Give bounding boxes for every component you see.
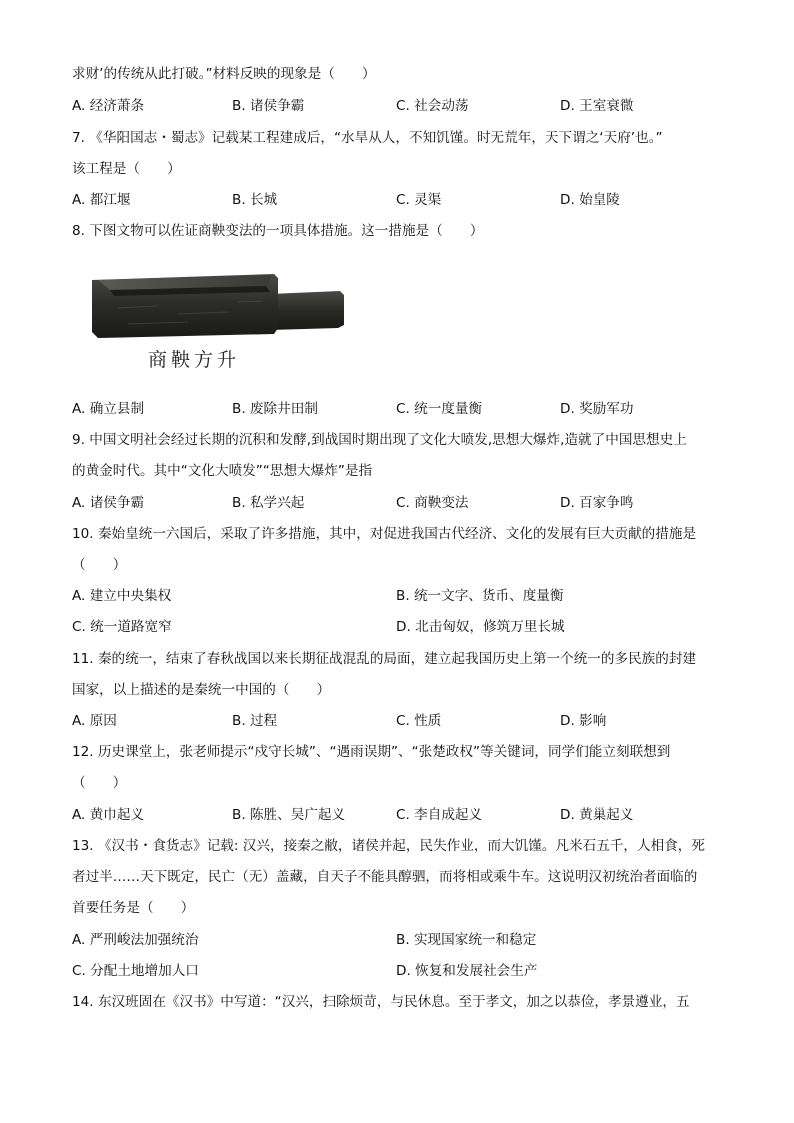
q13-stem-line1: 13. 《汉书・食货志》记载: 汉兴，接秦之敝，诸侯并起，民失作业，而大饥馑。凡米石五千，人相食，死 <box>72 838 705 854</box>
q13-option-b[interactable]: B. 实现国家统一和稳定 <box>396 932 537 948</box>
q7-option-c[interactable]: C. 灵渠 <box>396 192 442 208</box>
q13-option-d[interactable]: D. 恢复和发展社会生产 <box>396 963 538 979</box>
q7-options <box>72 190 732 210</box>
q12-option-c[interactable]: C. 李自成起义 <box>396 807 483 823</box>
q9-option-c[interactable]: C. 商鞅变法 <box>396 495 469 511</box>
q6-options <box>72 96 732 116</box>
q9-stem-line1: 9. 中国文明社会经过长期的沉积和发酵,到战国时期出现了文化大喷发,思想大爆炸,造就了中国思想史上 <box>72 432 687 448</box>
q13-option-a[interactable]: A. 严刑峻法加强统治 <box>72 932 199 948</box>
q8-option-a[interactable]: A. 确立县制 <box>72 401 145 417</box>
q6-stem-tail: 求财’的传统从此打破。”材料反映的现象是（ ） <box>72 66 376 82</box>
vessel-handle <box>270 291 344 330</box>
q11-stem-line1: 11. 秦的统一，结束了春秋战国以来长期征战混乱的局面，建立起我国历史上第一个统一的多民族的封建 <box>72 651 697 667</box>
q13-options-row2 <box>72 961 732 981</box>
q10-stem-line2: （ ） <box>72 557 127 573</box>
q13-stem-line3: 首要任务是（ ） <box>72 900 195 916</box>
q7-option-d[interactable]: D. 始皇陵 <box>560 192 620 208</box>
q11-option-d[interactable]: D. 影响 <box>560 713 607 729</box>
q9-option-a[interactable]: A. 诸侯争霸 <box>72 495 145 511</box>
shang-yang-fangsheng-image <box>88 262 346 374</box>
q9-option-d[interactable]: D. 百家争鸣 <box>560 495 634 511</box>
q7-option-b[interactable]: B. 长城 <box>232 192 278 208</box>
q12-option-a[interactable]: A. 黄巾起义 <box>72 807 145 823</box>
q14-stem-line1: 14. 东汉班固在《汉书》中写道：“汉兴，扫除烦苛，与民休息。至于孝文，加之以恭俭，孝景遵业，五 <box>72 994 690 1010</box>
q13-option-c[interactable]: C. 分配土地增加人口 <box>72 963 199 979</box>
q13-stem-line2: 者过半……天下既定，民亡（无）盖藏，自天子不能具醇驷，而将相或乘牛车。这说明汉初统治者面临的 <box>72 869 698 885</box>
q12-stem-line1: 12. 历史课堂上，张老师提示“戍守长城”、“遇雨误期”、“张楚政权”等关键词，同学们能立刻联想到 <box>72 744 671 760</box>
q10-option-b[interactable]: B. 统一文字、货币、度量衡 <box>396 588 564 604</box>
q9-option-b[interactable]: B. 私学兴起 <box>232 495 305 511</box>
q7-option-a[interactable]: A. 都江堰 <box>72 192 131 208</box>
q9-options <box>72 493 732 513</box>
q10-options-row1 <box>72 586 732 606</box>
q11-options <box>72 711 732 731</box>
q8-option-c[interactable]: C. 统一度量衡 <box>396 401 483 417</box>
q7-stem-line1: 7. 《华阳国志・蜀志》记载某工程建成后，“水旱从人，不知饥馑。时无荒年，天下谓之‘天府’也。” <box>72 130 663 146</box>
q10-option-d[interactable]: D. 北击匈奴，修筑万里长城 <box>396 619 565 635</box>
q11-option-a[interactable]: A. 原因 <box>72 713 117 729</box>
q10-stem-line1: 10. 秦始皇统一六国后，采取了许多措施，其中，对促进我国古代经济、文化的发展有巨大贡献的措施是 <box>72 526 697 542</box>
q11-option-c[interactable]: C. 性质 <box>396 713 442 729</box>
q10-option-a[interactable]: A. 建立中央集权 <box>72 588 172 604</box>
image-caption: 商鞅方升 <box>148 349 241 371</box>
q11-option-b[interactable]: B. 过程 <box>232 713 278 729</box>
q7-stem-line2: 该工程是（ ） <box>72 161 181 177</box>
q6-option-b[interactable]: B. 诸侯争霸 <box>232 98 305 114</box>
q8-option-d[interactable]: D. 奖励军功 <box>560 401 634 417</box>
q9-stem-line2: 的黄金时代。其中“文化大喷发”“思想大爆炸”是指 <box>72 463 373 479</box>
q6-option-d[interactable]: D. 王室衰微 <box>560 98 634 114</box>
q12-options <box>72 805 732 825</box>
q10-option-c[interactable]: C. 统一道路宽窄 <box>72 619 172 635</box>
q13-options-row1 <box>72 930 732 950</box>
q12-stem-line2: （ ） <box>72 775 127 791</box>
q8-option-b[interactable]: B. 废除井田制 <box>232 401 318 417</box>
q12-option-b[interactable]: B. 陈胜、吴广起义 <box>232 807 346 823</box>
q8-stem-line1: 8. 下图文物可以佐证商鞅变法的一项具体措施。这一措施是（ ） <box>72 223 484 239</box>
q11-stem-line2: 国家，以上描述的是秦统一中国的（ ） <box>72 682 331 698</box>
q6-option-c[interactable]: C. 社会动荡 <box>396 98 469 114</box>
q8-options <box>72 399 732 419</box>
q6-option-a[interactable]: A. 经济萧条 <box>72 98 145 114</box>
q10-options-row2 <box>72 617 732 637</box>
q12-option-d[interactable]: D. 黄巢起义 <box>560 807 634 823</box>
